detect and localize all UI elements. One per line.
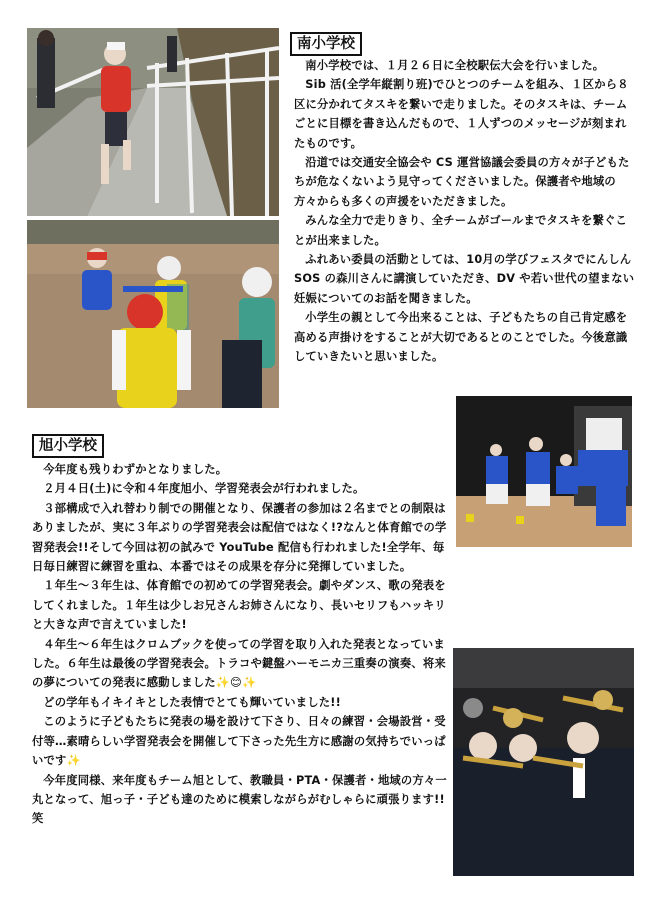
photo-tasuki-handoff	[27, 220, 279, 408]
minami-article	[294, 56, 636, 367]
photo-stage-performance	[456, 396, 632, 547]
asahi-article	[32, 460, 448, 829]
asahi-paragraph: ２月４日(土)に令和４年度旭小、学習発表会が行われました。	[43, 482, 365, 496]
minami-paragraph: 小学生の親として今出来ることは、子どもたちの自己肯定感を高める声掛けをすることが大切であるとのことでした。今後意識していきたいと思いました。	[294, 311, 628, 364]
minami-paragraph: ふれあい委員の活動としては、10月の学びフェスタでにんしん SOS の森川さんに講演していただき、DV や若い世代の望まない妊娠についてのお話を聞きました。	[294, 253, 635, 305]
section-heading-asahi: 旭小学校	[32, 434, 104, 458]
asahi-paragraph: このように子どもたちに発表の場を設けて下さり、日々の練習・会場設営・受付等…素晴らしい学習発表会を開催して下さった先生方に感謝の気持ちでいっぱいです✨	[32, 715, 446, 768]
asahi-paragraph: １年生～３年生は、体育館での初めての学習発表会。劇やダンス、歌の発表をしてくれました。１年生は少しお兄さんお姉さんになり、長いセリフもハッキリと大きな声で言えていました!	[32, 579, 446, 632]
minami-paragraph: みんな全力で走りきり、全チームがゴールまでタスキを繋ぐことが出来ました。	[294, 214, 627, 247]
section-heading-minami: 南小学校	[290, 32, 362, 56]
asahi-paragraph: ３部構成で入れ替わり制での開催となり、保護者の参加は２名までとの制限はありましたが、実に３年ぶりの学習発表会は配信ではなく!?なんと体育館での学習発表会!!そして今回は初の試みで YouTube 配信も行われました!全学年、毎日毎日練習に練習を重ね、本番ではその成果を存分に発揮していました。	[32, 501, 447, 574]
asahi-paragraph: どの学年もイキイキとした表情でとても輝いていました!!	[43, 695, 341, 709]
asahi-paragraph: ４年生～６年生はクロムブックを使っての学習を取り入れた発表となっていました。６年生は最後の学習発表会。トラコや鍵盤ハーモニカ三重奏の演奏、将来の夢についての発表に感動しました✨😊✨	[32, 637, 446, 690]
minami-paragraph: 南小学校では、１月２６日に全校駅伝大会を行いました。	[305, 59, 605, 72]
minami-paragraph: Sib 活(全学年縦割り班)でひとつのチームを組み、１区から８区に分かれてタスキを繋いで走りました。そのタスキは、チームごとに目標を書き込んだもので、１人ずつのメッセージが刻まれたものです。	[294, 78, 629, 150]
photo-relay-runner	[27, 28, 279, 216]
minami-paragraph: 沿道では交通安全協会や CS 運営協議会委員の方々が子どもたちが危なくないよう見守ってくださいました。保護者や地域の方々からも多くの声援をいただきました。	[294, 156, 630, 208]
asahi-paragraph: 今年度同様、来年度もチーム旭として、教職員・PTA・保護者・地域の方々一丸となって、旭っ子・子ども達のために模索しながらがむしゃらに頑張ります!!笑	[32, 773, 447, 826]
photo-brass-band	[453, 648, 634, 876]
asahi-paragraph: 今年度も残りわずかとなりました。	[43, 463, 228, 476]
